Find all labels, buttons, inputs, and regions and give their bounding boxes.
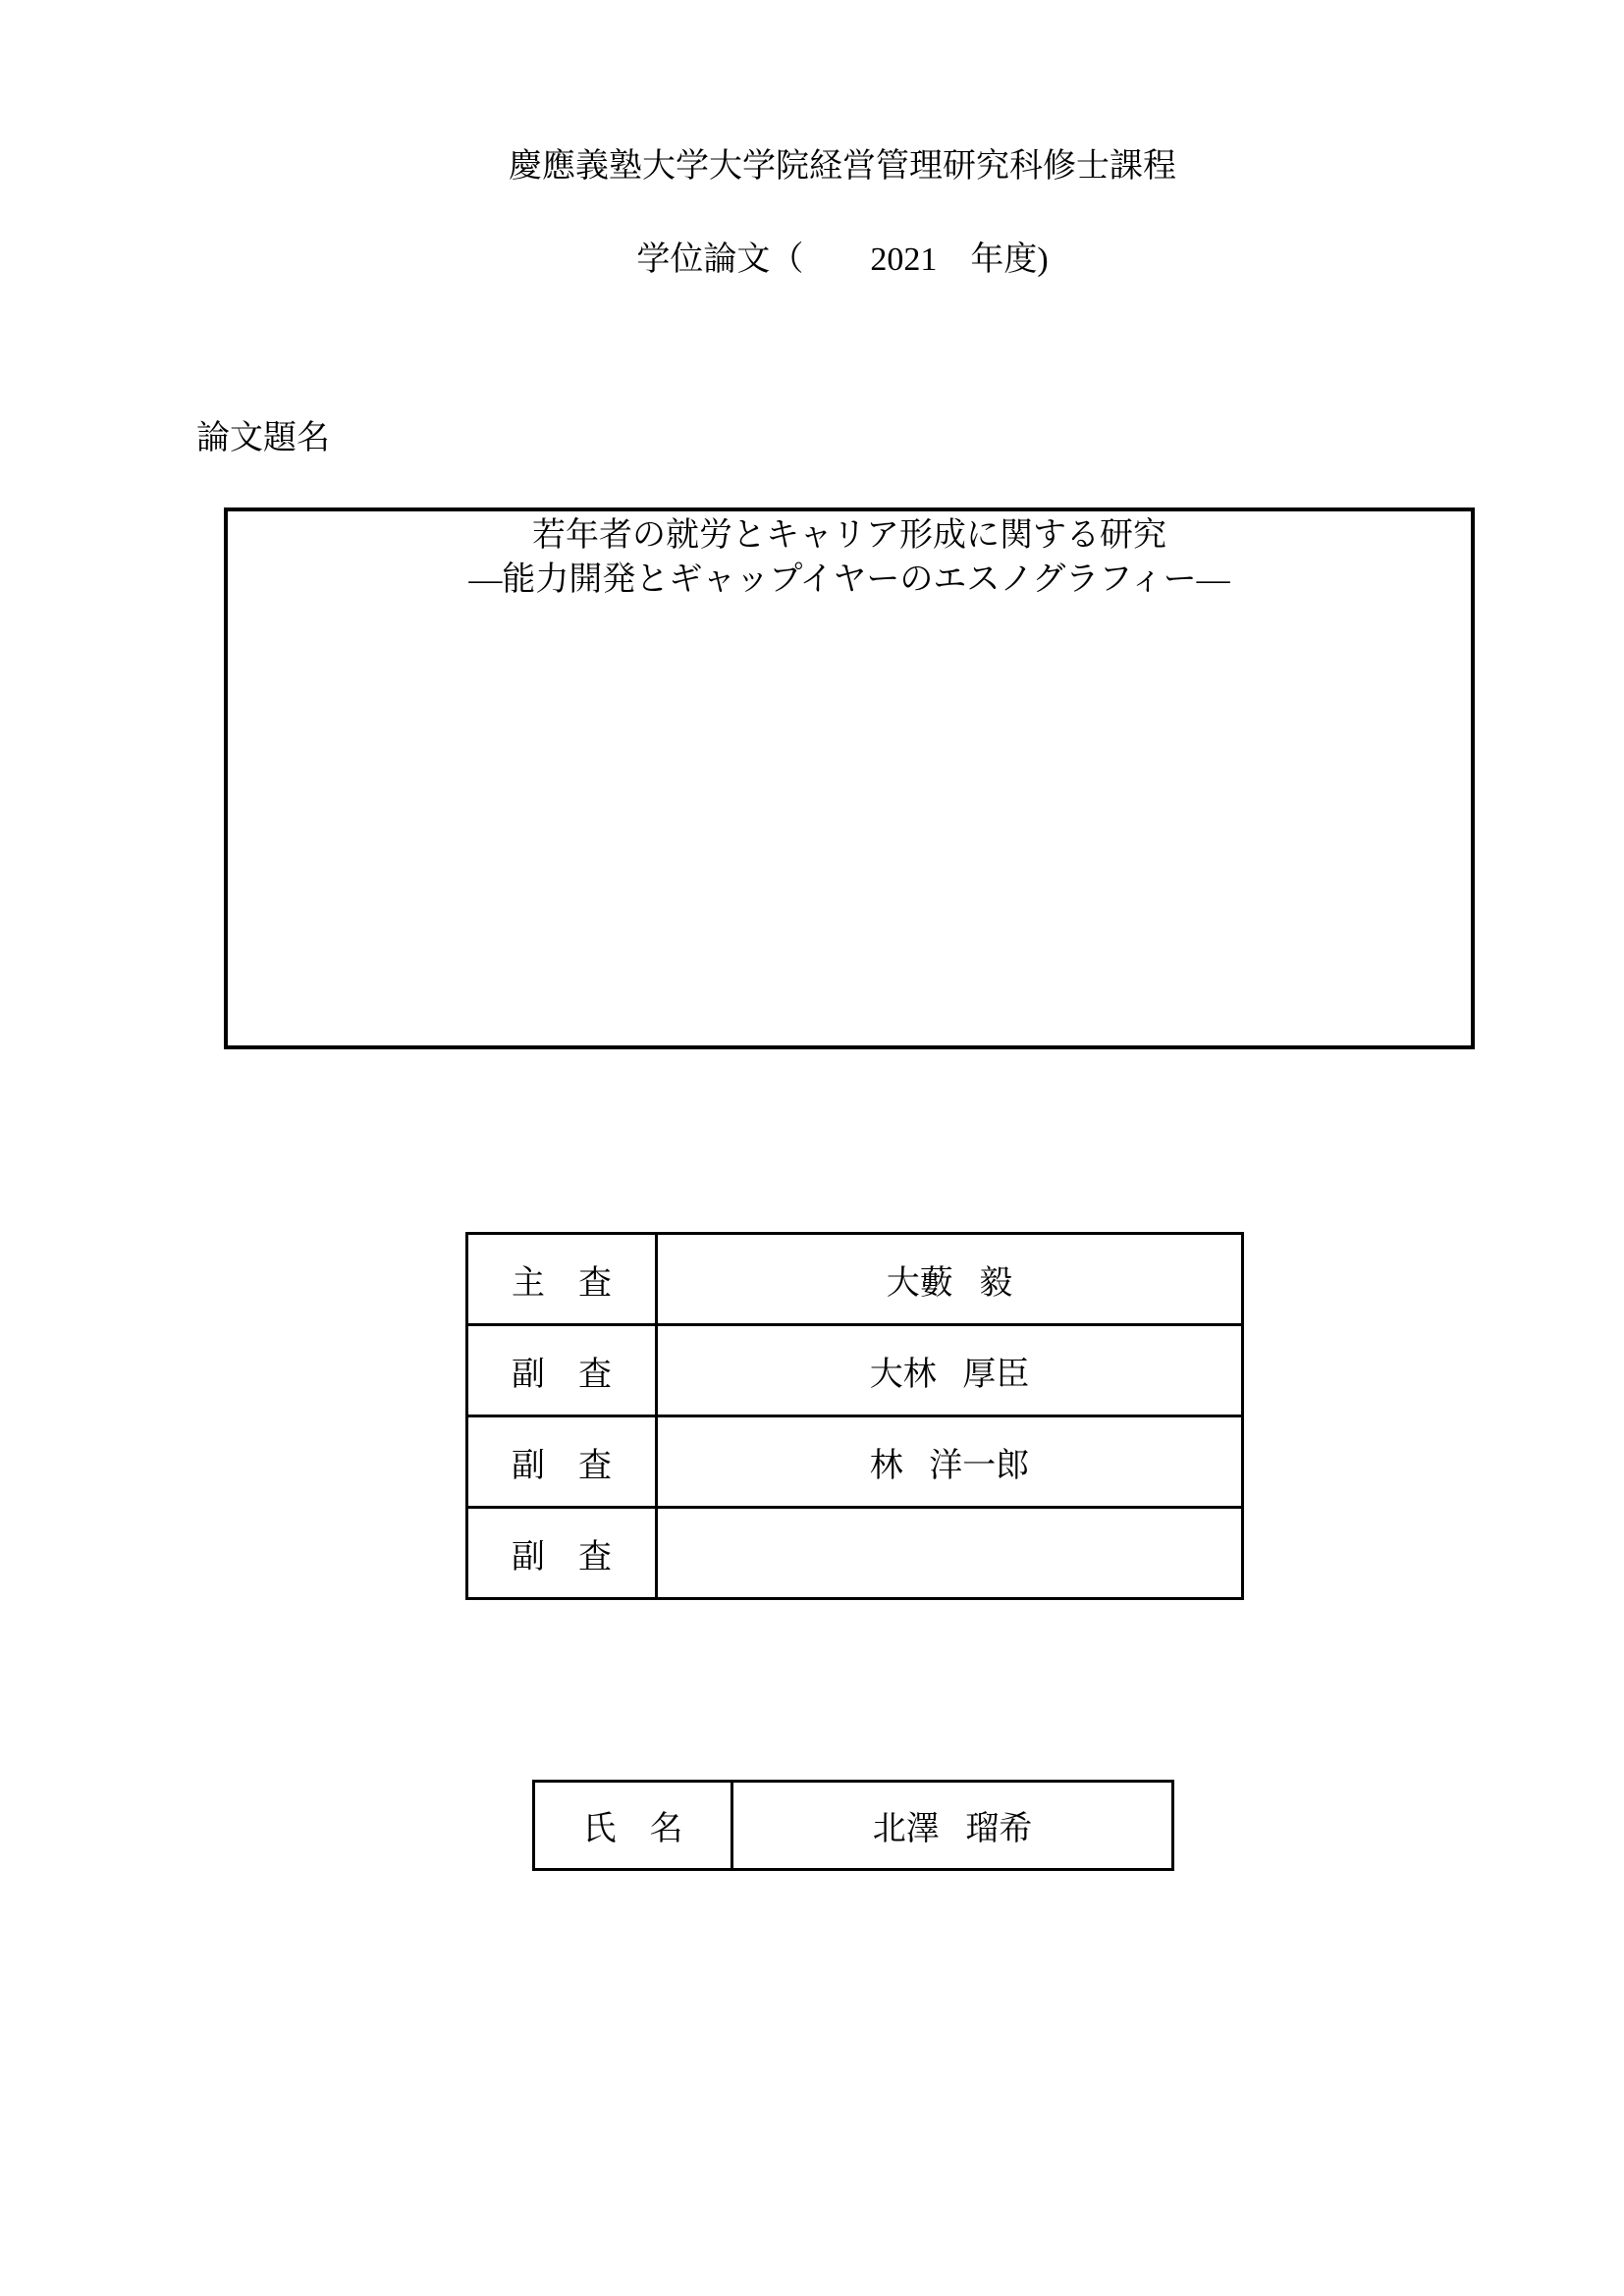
author-name-table: [532, 1780, 1174, 1871]
examiner-name-chief: 大藪 毅: [657, 1234, 1243, 1325]
author-name-label: 氏 名: [534, 1782, 732, 1870]
author-name-value: 北澤 瑠希: [732, 1782, 1173, 1870]
thesis-title-main: 若年者の就労とキャリア形成に関する研究: [532, 517, 1166, 554]
table-row: [467, 1416, 1243, 1508]
thesis-title-box: [224, 507, 1475, 1049]
university-program-title: 慶應義塾大学大学院経営管理研究科修士課程: [509, 148, 1176, 185]
examiner-name-deputy-1: 大林 厚臣: [657, 1325, 1243, 1416]
table-row: [467, 1508, 1243, 1599]
thesis-title-subtitle: ―能力開発とギャップイヤーのエスノグラフィー―: [468, 561, 1230, 598]
examiner-role-deputy-2: 副 査: [467, 1416, 657, 1508]
examiner-name-deputy-3: [657, 1508, 1243, 1599]
examiner-role-deputy-1: 副 査: [467, 1325, 657, 1416]
examiner-table: [465, 1232, 1244, 1600]
examiner-name-deputy-2: 林 洋一郎: [657, 1416, 1243, 1508]
table-row: [534, 1782, 1173, 1870]
thesis-title-label: 論文題名: [196, 420, 330, 456]
examiner-role-chief: 主 査: [467, 1234, 657, 1325]
examiner-role-deputy-3: 副 査: [467, 1508, 657, 1599]
table-row: [467, 1234, 1243, 1325]
degree-thesis-year-line: 学位論文（ 2021 年度): [636, 241, 1049, 278]
table-row: [467, 1325, 1243, 1416]
